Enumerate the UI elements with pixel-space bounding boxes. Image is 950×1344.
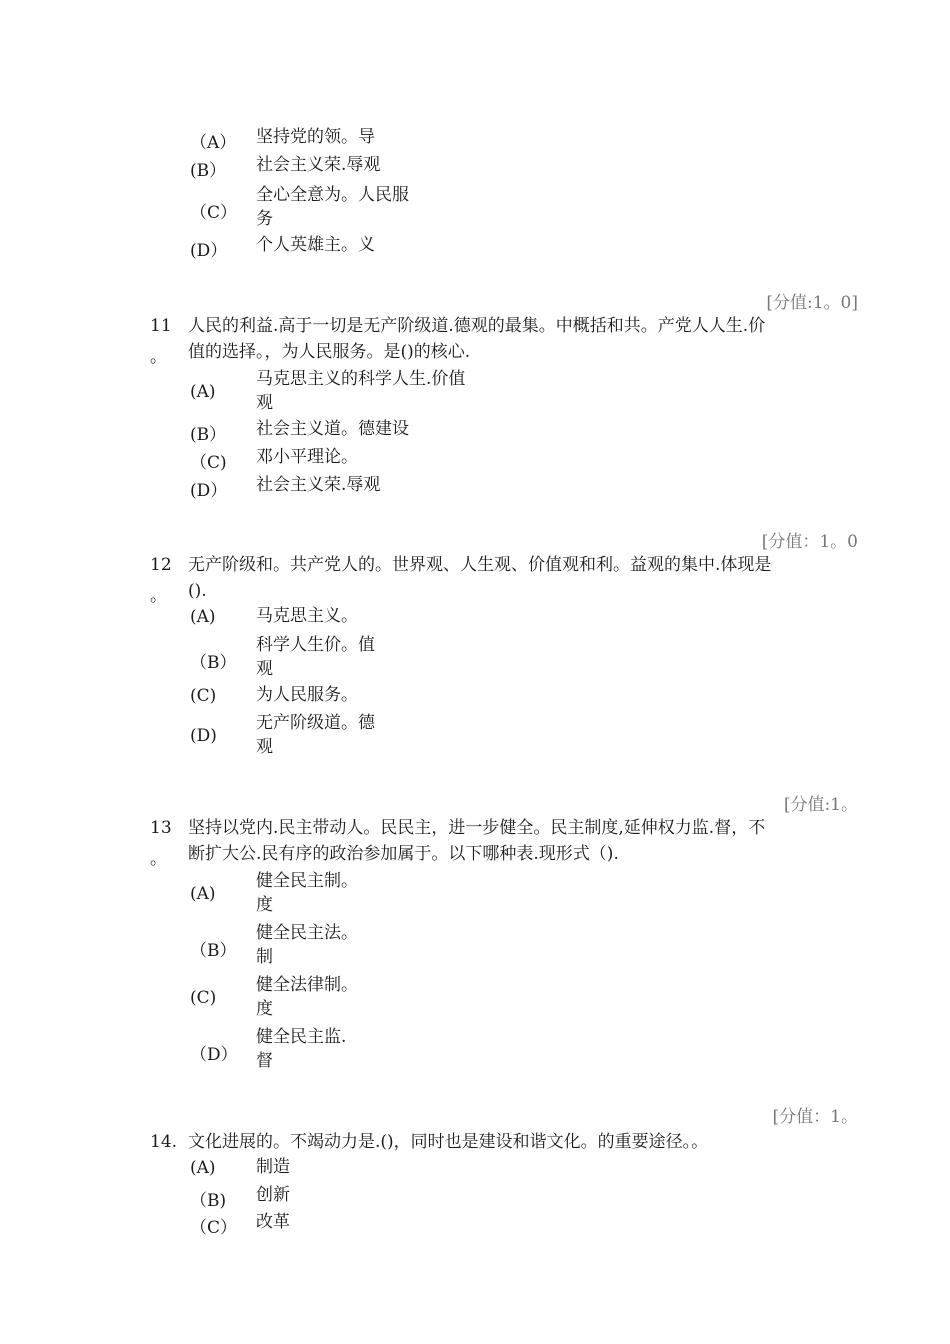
score-label: [分值:1。 (783, 795, 858, 815)
option-text: 健全民主法。 (256, 923, 358, 943)
question-number-dot: 。 (150, 347, 167, 367)
option-text: 全心全意为。人民服 (256, 185, 409, 205)
option-text: 健全民主监. (256, 1027, 347, 1047)
question-number: 13 (150, 818, 172, 838)
option-letter: (D） (190, 481, 228, 501)
option-text: 观 (256, 737, 273, 757)
question-number: 12 (150, 555, 172, 575)
option-text: 创新 (256, 1185, 290, 1205)
option-text: 制造 (256, 1157, 290, 1177)
option-text: 个人英雄主。义 (256, 235, 375, 255)
option-text: 观 (256, 393, 273, 413)
option-text: 观 (256, 659, 273, 679)
question-number: 11 (150, 316, 172, 336)
option-letter: (A) (190, 382, 216, 402)
question-number-dot: 。 (150, 849, 167, 869)
question-number-dot: 。 (150, 586, 167, 606)
option-letter: (D) (190, 726, 217, 746)
option-letter: （C） (190, 203, 238, 223)
option-letter: (B） (190, 161, 227, 181)
option-text: 制 (256, 947, 273, 967)
option-text: 社会主义荣.辱观 (256, 155, 381, 175)
option-text: 马克思主义。 (256, 606, 358, 626)
score-label: [分值:1。0] (766, 293, 858, 313)
option-text: 健全法律制。 (256, 975, 358, 995)
question-text: 断扩大公.民有序的政治参加属于。以下哪种表.现形式（). (188, 844, 619, 864)
option-text: 度 (256, 999, 273, 1019)
option-text: 科学人生价。值 (256, 635, 375, 655)
option-text: 为人民服务。 (256, 685, 358, 705)
question-number: 14. (150, 1132, 178, 1152)
option-text: 社会主义荣.辱观 (256, 475, 381, 495)
option-letter: （C） (190, 1218, 238, 1238)
option-letter: （B） (190, 653, 237, 673)
option-text: 务 (256, 209, 273, 229)
option-text: 坚持党的领。导 (256, 127, 375, 147)
option-letter: (C) (190, 988, 217, 1008)
option-text: 社会主义道。德建设 (256, 419, 409, 439)
option-text: 度 (256, 895, 273, 915)
score-label: [分值：1。0 (761, 532, 858, 552)
option-text: 无产阶级道。德 (256, 713, 375, 733)
option-letter: (C) (190, 686, 217, 706)
option-letter: (B） (190, 425, 227, 445)
question-text: 人民的利益.高于一切是无产阶级道.德观的最集。中概括和共。产党人人生.价 (188, 316, 766, 336)
option-text: 健全民主制。 (256, 871, 358, 891)
option-letter: （B) (190, 1191, 227, 1211)
option-text: 马克思主义的科学人生.价值 (256, 369, 466, 389)
option-letter: (A) (190, 884, 216, 904)
option-letter: （A） (190, 133, 237, 153)
option-letter: (A) (190, 607, 216, 627)
question-text: 无产阶级和。共产党人的。世界观、人生观、价值观和利。益观的集中.体现是 (188, 555, 772, 575)
option-text: 督 (256, 1051, 273, 1071)
option-letter: (D） (190, 241, 228, 261)
option-letter: (A) (190, 1158, 216, 1178)
option-letter: （B） (190, 941, 237, 961)
option-text: 改革 (256, 1212, 290, 1232)
question-text: 坚持以党内.民主带动人。民民主，进一步健全。民主制度,延伸权力监.督，不 (188, 818, 766, 838)
question-text: (). (188, 581, 207, 601)
question-text: 文化进展的。不竭动力是.()，同时也是建设和谐文化。的重要途径。。 (188, 1132, 709, 1152)
question-text: 值的选择。，为人民服务。是()的核心. (188, 342, 471, 362)
score-label: [分值：1。 (772, 1107, 858, 1127)
option-letter: （C) (190, 453, 227, 473)
option-text: 邓小平理论。 (256, 447, 358, 467)
option-letter: （D） (190, 1045, 238, 1065)
